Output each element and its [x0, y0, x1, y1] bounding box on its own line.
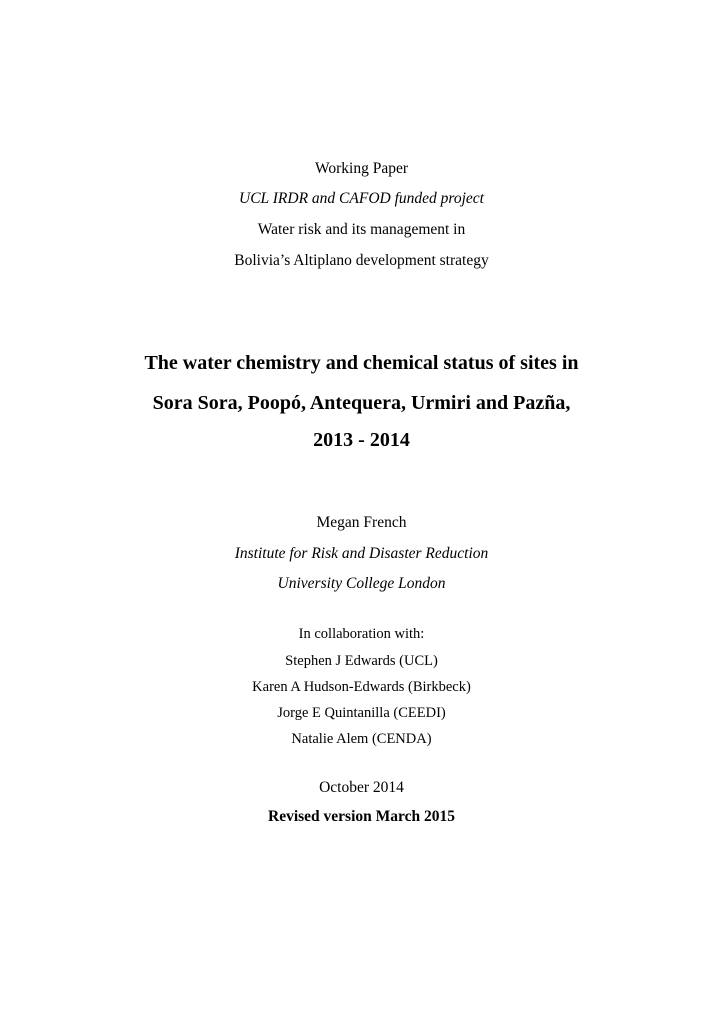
- revision-date: Revised version March 2015: [268, 808, 455, 825]
- collaborator: Natalie Alem (CENDA): [291, 731, 432, 747]
- title-line-2: Sora Sora, Poopó, Antequera, Urmiri and Pazña,: [152, 392, 571, 414]
- collaborator: Jorge E Quintanilla (CEEDI): [277, 705, 446, 721]
- collaborator: Stephen J Edwards (UCL): [285, 653, 438, 669]
- title-line-1: The water chemistry and chemical status of sites in: [144, 352, 579, 374]
- collaborator: Karen A Hudson-Edwards (Birkbeck): [252, 679, 471, 695]
- author-university: University College London: [277, 575, 446, 592]
- project-line-1: Water risk and its management in: [257, 221, 466, 238]
- title-line-3: 2013 - 2014: [313, 429, 410, 451]
- paper-type: Working Paper: [314, 160, 409, 177]
- author-name: Megan French: [316, 514, 407, 531]
- publication-date: October 2014: [319, 779, 404, 796]
- project-line-2: Bolivia’s Altiplano development strategy: [234, 252, 489, 269]
- author-institute: Institute for Risk and Disaster Reduction: [234, 545, 489, 562]
- funding-line: UCL IRDR and CAFOD funded project: [239, 190, 484, 207]
- collaboration-heading: In collaboration with:: [298, 626, 425, 642]
